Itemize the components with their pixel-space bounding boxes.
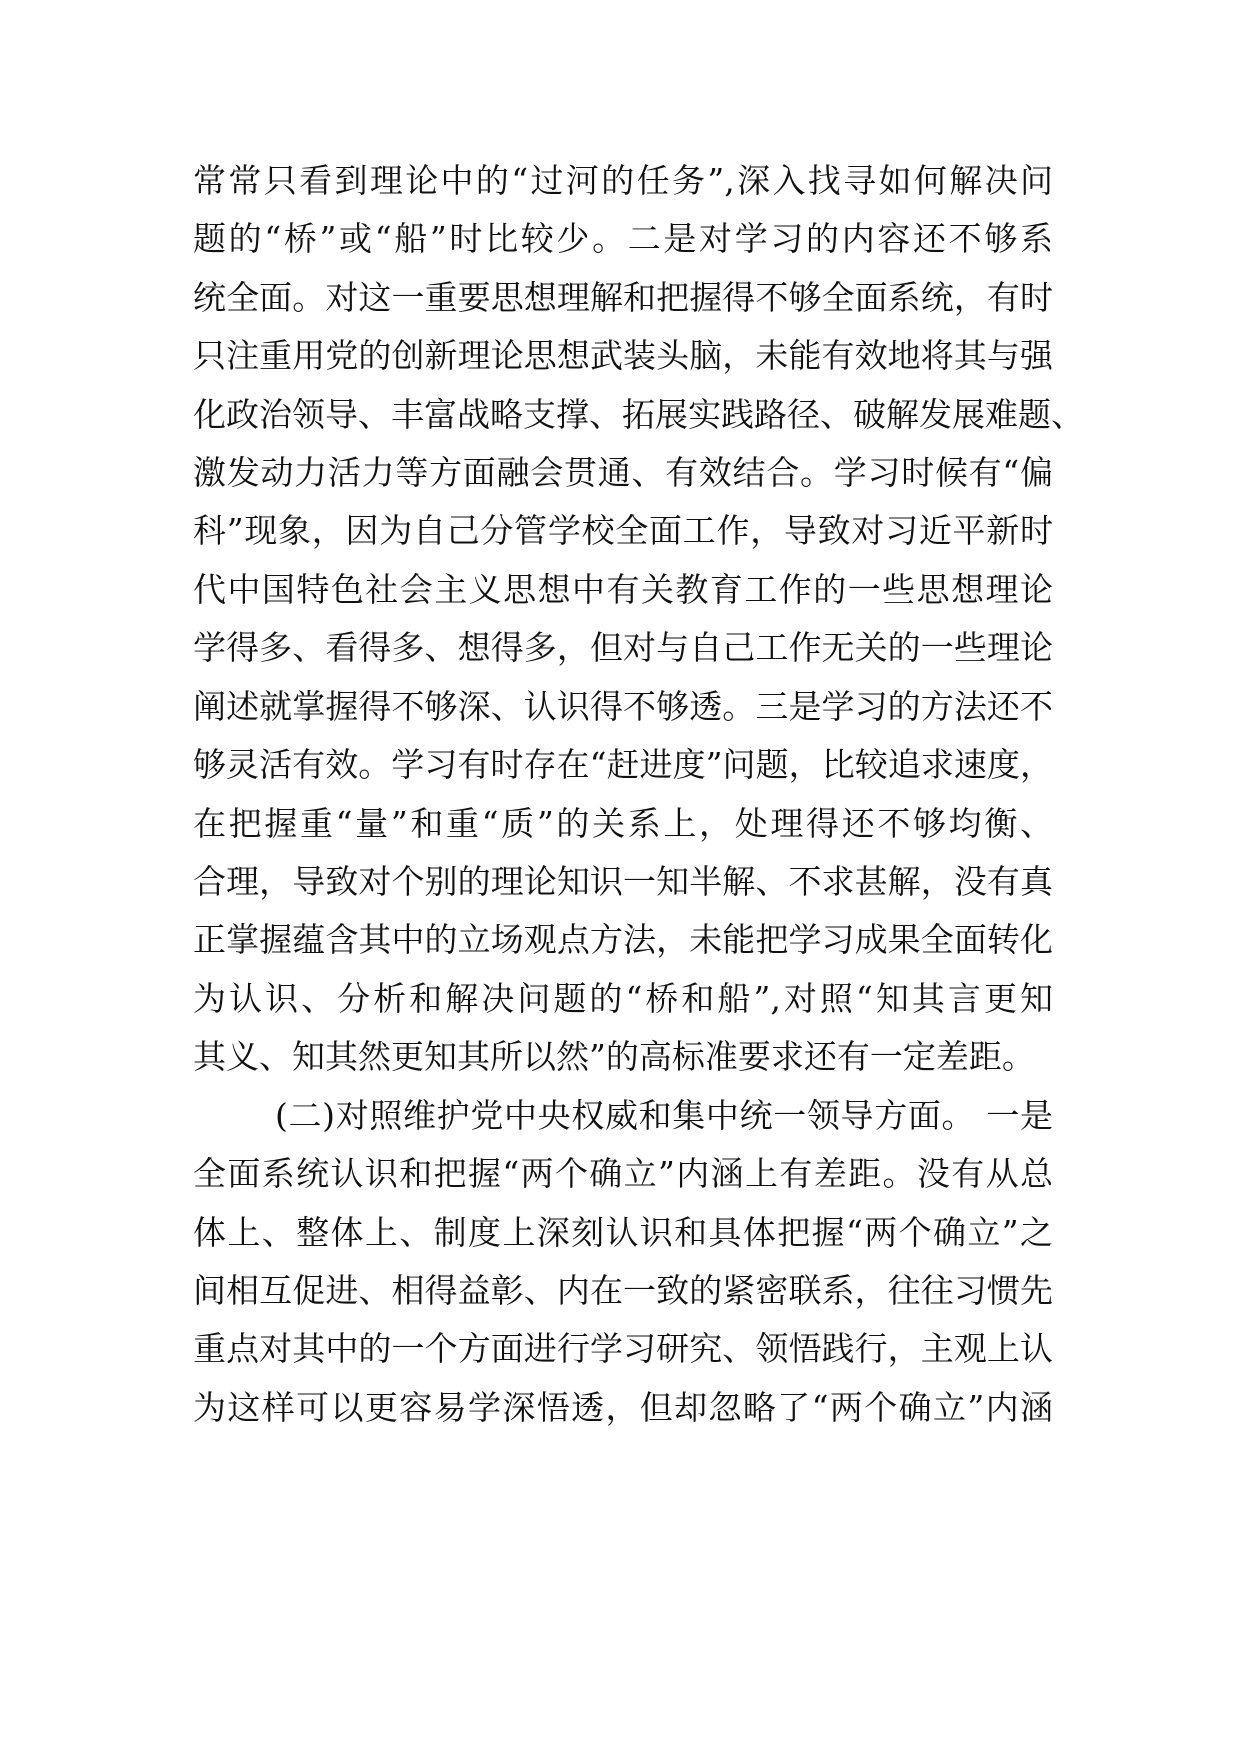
text-line: 科”现象，因为自己分管学校全面工作，导致对习近平新时 xyxy=(193,511,1053,550)
text-line: 间相互促进、相得益彰、内在一致的紧密联系，往往习惯先 xyxy=(193,1271,1053,1310)
text-line: 统全面。对这一重要思想理解和把握得不够全面系统，有时 xyxy=(193,278,1053,317)
text-line: 常常只看到理论中的“过河的任务”,深入找寻如何解决问 xyxy=(193,161,1053,200)
text-line: 全面系统认识和把握“两个确立”内涵上有差距。没有从总 xyxy=(193,1154,1053,1193)
text-line: 为这样可以更容易学深悟透，但却忽略了“两个确立”内涵 xyxy=(193,1388,1053,1427)
text-line: 在把握重“量”和重“质”的关系上，处理得还不够均衡、 xyxy=(193,804,1053,843)
text-line: 为认识、分析和解决问题的“桥和船”,对照“知其言更知 xyxy=(193,979,1053,1018)
text-line: 其义、知其然更知其所以然”的高标准要求还有一定差距。 xyxy=(193,1037,1035,1076)
text-line: 题的“桥”或“船”时比较少。二是对学习的内容还不够系 xyxy=(193,219,1053,258)
text-line: 学得多、看得多、想得多，但对与自己工作无关的一些理论 xyxy=(193,628,1053,667)
text-line: 阐述就掌握得不够深、认识得不够透。三是学习的方法还不 xyxy=(193,687,1053,726)
section-heading-line: (二)对照维护党中央权威和集中统一领导方面。 一是 xyxy=(275,1096,1053,1135)
text-line: 代中国特色社会主义思想中有关教育工作的一些思想理论 xyxy=(193,570,1053,609)
text-line: 够灵活有效。学习有时存在“赶进度”问题，比较追求速度， xyxy=(193,745,1053,784)
text-line: 合理，导致对个别的理论知识一知半解、不求甚解，没有真 xyxy=(193,862,1053,901)
text-line: 体上、整体上、制度上深刻认识和具体把握“两个确立”之 xyxy=(193,1213,1053,1252)
text-line: 只注重用党的创新理论思想武装头脑，未能有效地将其与强 xyxy=(193,336,1053,375)
text-line: 重点对其中的一个方面进行学习研究、领悟践行，主观上认 xyxy=(193,1329,1053,1368)
text-line: 正掌握蕴含其中的立场观点方法，未能把学习成果全面转化 xyxy=(193,920,1053,959)
text-line: 激发动力活力等方面融会贯通、有效结合。学习时候有“偏 xyxy=(193,453,1053,492)
text-line: 化政治领导、丰富战略支撑、拓展实践路径、破解发展难题、 xyxy=(193,395,1084,434)
